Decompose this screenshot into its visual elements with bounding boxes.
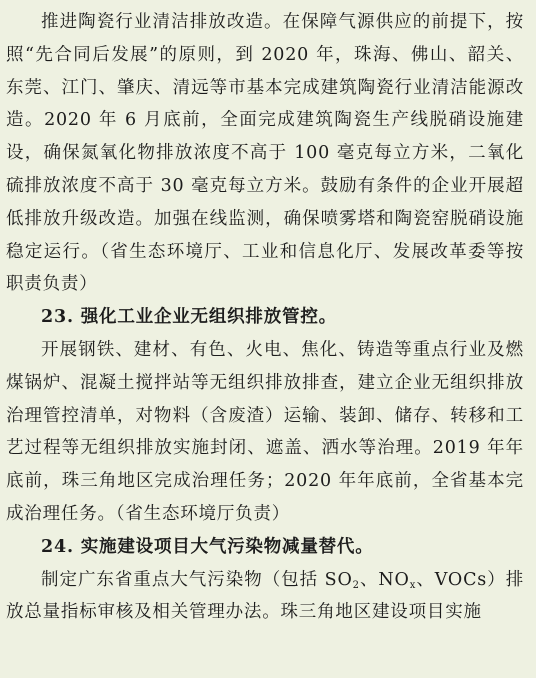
heading-24-emission-reduction: 24. 实施建设项目大气污染物减量替代。 — [41, 536, 374, 557]
nox-subscript: x — [409, 579, 417, 591]
paragraph-unorganized-emissions: 开展钢铁、建材、有色、火电、焦化、铸造等重点行业及燃煤锅炉、混凝土搅拌站等无组织排放排查，建立企业无组织排放治理管控清单，对物料（含废渣）运输、装卸、储存、转移和工艺过程等无组织排放实施封闭、遮盖、洒水等治理。2019 年年底前，珠三角地区完成治理任务；2020 年年底前，全省基本完成治理任务。（省生态环境厅负责） — [6, 339, 524, 524]
paragraph-3-text-c: 、VOCs）排放总量指标审核及相关管理办法。珠三角地区建设项目实施 — [6, 569, 525, 623]
heading-23-unorganized-emissions: 23. 强化工业企业无组织排放管控。 — [41, 307, 337, 328]
paragraph-emission-total-indicators — [6, 564, 524, 630]
so2-subscript: 2 — [352, 579, 360, 591]
paragraph-ceramic-industry: 推进陶瓷行业清洁排放改造。在保障气源供应的前提下，按照“先合同后发展”的原则，到 2020 年，珠海、佛山、韶关、东莞、江门、肇庆、清远等市基本完成建筑陶瓷行业清洁能源改造。2020 年 6 月底前，全面完成建筑陶瓷生产线脱硝设施建设，确保氮氧化物排放浓度不高于 100 毫克每立方米，二氧化硫排放浓度不高于 30 毫克每立方米。鼓励有条件的企业开展超低排放升级改造。加强在线监测，确保喷雾塔和陶瓷窑脱硝设施稳定运行。（省生态环境厅、工业和信息化厅、发展改革委等按职责负责） — [6, 12, 524, 295]
paragraph-3-text-a: 制定广东省重点大气污染物（包括 SO — [41, 569, 353, 590]
paragraph-3-text-b: 、NO — [359, 569, 410, 590]
